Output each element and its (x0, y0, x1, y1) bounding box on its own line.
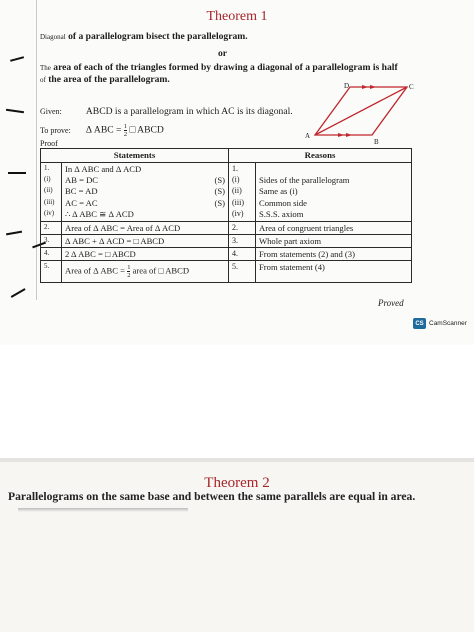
statement-line (65, 186, 225, 197)
statement-line (65, 164, 225, 175)
pen-mark (11, 288, 26, 297)
statement-tag: (S) (214, 186, 225, 197)
statement-line (65, 198, 225, 209)
reason-number: 2. (229, 221, 256, 234)
given-label: Given: (40, 107, 62, 116)
reason-number-text: (iv) (232, 208, 244, 218)
row-number: 2. (41, 221, 62, 234)
statement-tag: (S) (214, 175, 225, 186)
reasons-header: Reasons (229, 149, 412, 163)
alternate-statement-line2 (40, 74, 170, 85)
table-row (41, 247, 412, 260)
arrow-mark (370, 85, 376, 89)
sub-number: (iv) (44, 208, 55, 217)
theorem-title: Theorem 1 (206, 9, 268, 24)
table-row (41, 163, 412, 222)
statement-first-word: Diagonal (40, 33, 66, 41)
row-number: 4. (41, 247, 62, 260)
pen-mark (10, 56, 24, 61)
reason-cell: From statements (2) and (3) (256, 247, 412, 260)
fraction-denominator: 2 (123, 131, 128, 138)
reason-cell: From statement (4) (256, 260, 412, 282)
table-row (41, 234, 412, 247)
vertex-c-label: C (409, 83, 414, 91)
reason-cell: Area of congruent triangles (256, 221, 412, 234)
row-number: 5. (41, 260, 62, 282)
reason-number: 3. (229, 234, 256, 247)
camscanner-text: CamScanner (429, 320, 467, 327)
statement2-line2-rest: the area of the parallelogram. (45, 74, 170, 85)
to-prove-lhs: Δ ABC = (85, 124, 122, 136)
table-header-row (41, 149, 412, 163)
statement2-line1-rest: area of each of the triangles formed by drawing a diagonal of a parallelogram is half (50, 62, 398, 73)
statement-rest: of a parallelogram bisect the parallelogram. (65, 31, 248, 42)
camscanner-logo-icon: CS (413, 318, 426, 329)
statement-line (65, 209, 225, 220)
pen-mark (6, 231, 22, 235)
proof-label: Proof (40, 139, 58, 148)
pen-mark (8, 172, 26, 174)
statement-line (65, 175, 225, 186)
reason-cell (256, 163, 412, 222)
statement-cell (62, 163, 229, 222)
reason-text (259, 164, 408, 175)
proof-table (40, 148, 412, 283)
half-fraction (127, 264, 130, 279)
statement-text: BC = AD (65, 186, 98, 197)
statement-cell: 2 Δ ABC = □ ABCD (62, 247, 229, 260)
to-prove-rhs: □ ABCD (129, 124, 164, 136)
or-separator: or (218, 48, 228, 59)
table-row (41, 221, 412, 234)
sub-number: (iii) (44, 197, 55, 206)
arrow-mark (338, 133, 344, 137)
reason-number-text: 1. (232, 164, 238, 173)
vertex-a-label: A (305, 132, 311, 140)
cut-off-line (18, 508, 188, 512)
theorem2-title: Theorem 2 (204, 475, 270, 491)
reason-number (229, 163, 256, 222)
reason-number-text: (ii) (232, 186, 242, 196)
vertex-d-label: D (344, 82, 350, 90)
theorem2-statement: Parallelograms on the same base and between the same parallels are equal in area. (8, 490, 416, 503)
to-prove-row (40, 123, 164, 138)
fraction-denominator: 2 (127, 271, 131, 279)
row-number-text: 1. (44, 164, 50, 172)
statement-text: AB = DC (65, 175, 99, 186)
diagonal-ac (315, 87, 407, 135)
statement2-first-word: The (40, 64, 51, 72)
table-row (41, 260, 412, 282)
pen-mark (6, 109, 24, 113)
arrow-mark (362, 85, 368, 89)
given-row (40, 106, 293, 117)
vertex-b-label: B (374, 138, 379, 146)
page-two (0, 462, 474, 632)
statement2-line2-first: of (40, 76, 46, 84)
statement-text: ∴ Δ ABC ≅ Δ ACD (65, 208, 134, 219)
reason-number-text: (iii) (232, 197, 244, 207)
alternate-statement-line1 (40, 62, 398, 73)
sub-number: (i) (44, 175, 51, 184)
theorem-statement (40, 31, 248, 42)
reason-number: 4. (229, 247, 256, 260)
proved-label: Proved (378, 298, 404, 308)
sub-number: (ii) (44, 186, 53, 195)
to-prove-label: To prove: (40, 125, 71, 135)
statement-cell: Δ ABC + Δ ACD = □ ABCD (62, 234, 229, 247)
statements-header: Statements (41, 149, 229, 163)
parallelogram-diagram (300, 80, 420, 150)
statement-lhs: Area of Δ ABC = (65, 265, 126, 276)
reason-number: 5. (229, 260, 256, 282)
reason-text: S.S.S. axiom (259, 208, 304, 219)
statement-tag: (S) (214, 197, 225, 208)
reason-cell: Whole part axiom (256, 234, 412, 247)
statement-text: In Δ ABC and Δ ACD (65, 164, 142, 174)
reason-number-text: (i) (232, 175, 240, 185)
statement-cell (62, 260, 229, 282)
arrow-mark (346, 133, 352, 137)
camscanner-watermark (413, 318, 467, 329)
statement-rhs: area of □ ABCD (132, 265, 190, 276)
to-prove-fraction (124, 123, 127, 138)
reason-text: Same as (i) (259, 186, 298, 197)
statement-cell: Area of Δ ABC = Area of Δ ACD (62, 221, 229, 234)
given-text: ABCD is a parallelogram in which AC is its diagonal. (85, 106, 293, 117)
fraction-numerator: 1 (123, 123, 128, 130)
reason-text: Common side (259, 197, 307, 208)
row-number: 3. (41, 234, 62, 247)
margin-line (36, 0, 37, 300)
statement-text: AC = AC (65, 197, 98, 208)
row-number (41, 163, 62, 222)
reason-text: Sides of the parallelogram (259, 175, 350, 186)
fraction-numerator: 1 (127, 263, 131, 271)
